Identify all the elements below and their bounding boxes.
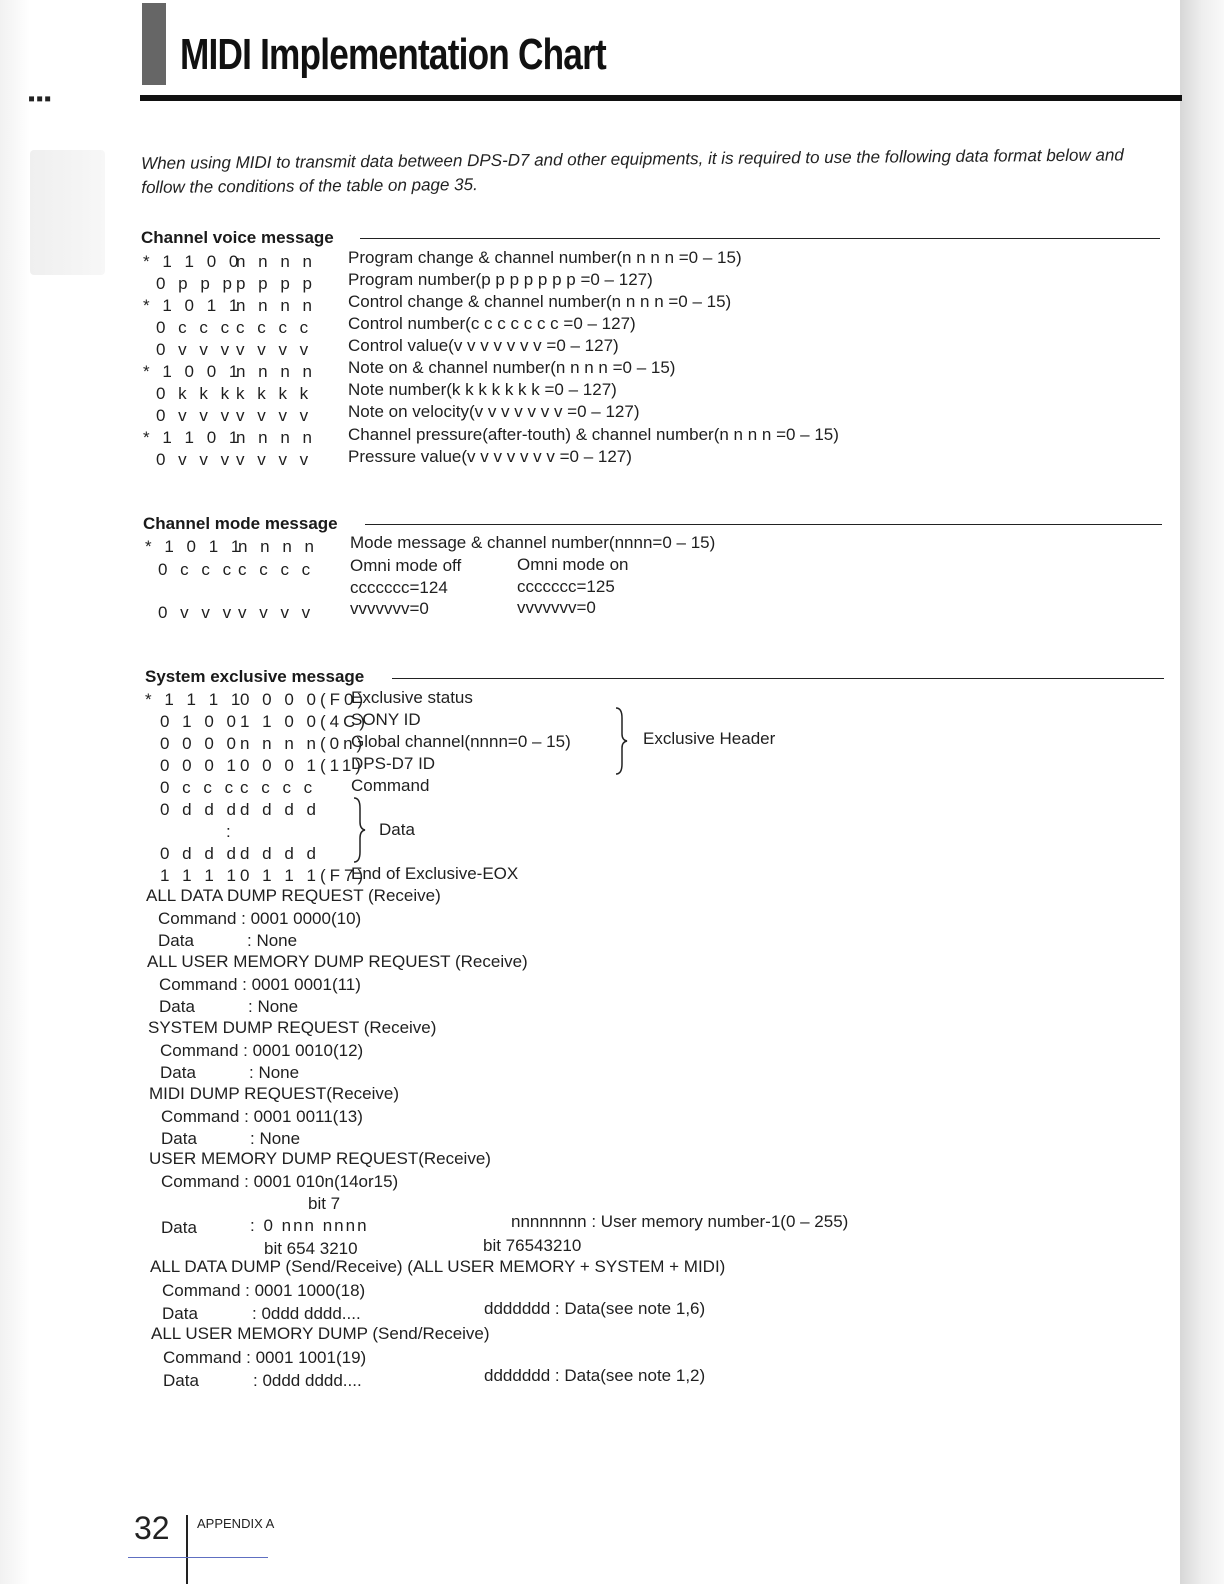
page-number: 32 bbox=[134, 1510, 170, 1546]
request-command: Command : 0001 0010(12) bbox=[160, 1041, 364, 1060]
sysex-row-desc: DPS-D7 ID bbox=[351, 754, 436, 773]
sysex-row-desc: Command bbox=[351, 776, 430, 795]
sysex-row-desc: Exclusive status bbox=[351, 688, 473, 707]
request-data-label: Data bbox=[159, 997, 195, 1016]
request-data-label: Data bbox=[161, 1129, 197, 1148]
voice-row-hi-bits: * 1 0 1 1 bbox=[143, 296, 243, 315]
title-accent-bar bbox=[142, 3, 166, 85]
voice-row-desc: Pressure value(v v v v v v v =0 – 127) bbox=[348, 447, 632, 466]
user-memory-request-command: Command : 0001 010n(14or15) bbox=[161, 1172, 399, 1191]
footer-divider bbox=[186, 1515, 188, 1584]
dump-data-value: : 0ddd dddd.... bbox=[252, 1304, 361, 1323]
data-brace bbox=[350, 796, 370, 864]
sysex-row-lo-bits: 1 1 0 0(4C) bbox=[240, 712, 370, 731]
sysex-row-lo-bits: 0 1 1 1(F7) bbox=[240, 866, 368, 885]
scan-smudge bbox=[30, 150, 105, 275]
channel-mode-row1-hi: * 1 0 1 1 bbox=[145, 537, 245, 556]
channel-mode-heading: Channel mode message bbox=[143, 514, 338, 533]
dump-note: ddddddd : Data(see note 1,6) bbox=[484, 1299, 706, 1318]
footer-rule bbox=[128, 1557, 268, 1558]
request-data-value: : None bbox=[250, 1129, 301, 1148]
channel-mode-row1-desc: Mode message & channel number(nnnn=0 – 15) bbox=[350, 533, 716, 552]
exclusive-header-label: Exclusive Header bbox=[643, 729, 776, 748]
sysex-row-hi-bits: * 1 1 1 1 bbox=[145, 690, 245, 709]
sysex-row-hi-bits: 0 d d d bbox=[160, 800, 240, 819]
sysex-row-desc: SONY ID bbox=[351, 710, 421, 729]
sysex-row-lo-bits: : bbox=[226, 822, 235, 841]
request-data-value: : None bbox=[247, 931, 298, 950]
voice-row-desc: Control change & channel number(n n n n =0 – 15) bbox=[348, 292, 732, 311]
request-data-label: Data bbox=[158, 931, 194, 950]
voice-row-lo-bits: c c c c bbox=[236, 318, 313, 337]
binding-marks: ▪▪▪ bbox=[28, 88, 53, 110]
voice-row-lo-bits: v v v v bbox=[236, 406, 313, 425]
channel-mode-row2-hi: 0 c c c bbox=[158, 560, 236, 579]
dump-command: Command : 0001 1001(19) bbox=[163, 1348, 367, 1367]
page-title: MIDI Implementation Chart bbox=[180, 30, 606, 79]
channel-mode-row3-lo: v v v v bbox=[238, 603, 315, 622]
dump-title: ALL USER MEMORY DUMP (Send/Receive) bbox=[151, 1324, 490, 1343]
channel-mode-row2-lo: c c c c bbox=[238, 560, 315, 579]
footer-section-label: APPENDIX A bbox=[197, 1516, 275, 1531]
omni-off-v-value: vvvvvvv=0 bbox=[350, 599, 429, 618]
intro-paragraph: When using MIDI to transmit data between DPS-D7 and other equipments, it is required to use the following data format below and follow the conditions of the table on page 35. bbox=[141, 145, 1124, 197]
voice-row-lo-bits: n n n n bbox=[236, 362, 316, 381]
request-command: Command : 0001 0011(13) bbox=[161, 1107, 363, 1126]
dump-title: ALL DATA DUMP (Send/Receive) (ALL USER MEMORY + SYSTEM + MIDI) bbox=[150, 1257, 726, 1276]
voice-row-lo-bits: p p p p bbox=[236, 274, 316, 293]
voice-row-hi-bits: 0 v v v bbox=[156, 450, 234, 469]
voice-row-desc: Control number(c c c c c c c =0 – 127) bbox=[348, 314, 636, 333]
request-command: Command : 0001 0000(10) bbox=[158, 909, 362, 928]
voice-row-lo-bits: v v v v bbox=[236, 340, 313, 359]
request-title: ALL DATA DUMP REQUEST (Receive) bbox=[146, 886, 441, 905]
voice-row-desc: Note number(k k k k k k k =0 – 127) bbox=[348, 380, 617, 399]
sysex-row-desc: Global channel(nnnn=0 – 15) bbox=[351, 732, 571, 751]
dump-note: ddddddd : Data(see note 1,2) bbox=[484, 1366, 706, 1385]
request-data-value: : None bbox=[248, 997, 299, 1016]
omni-on-v-value: vvvvvvv=0 bbox=[517, 598, 596, 617]
user-memory-note-bits: bit 76543210 bbox=[483, 1236, 582, 1255]
voice-row-lo-bits: v v v v bbox=[236, 450, 313, 469]
request-data-label: Data bbox=[160, 1063, 196, 1082]
voice-row-desc: Note on velocity(v v v v v v v =0 – 127) bbox=[348, 402, 640, 421]
omni-on-label: Omni mode on bbox=[517, 555, 629, 574]
voice-row-hi-bits: * 1 0 0 1 bbox=[143, 362, 243, 381]
voice-row-hi-bits: * 1 1 0 0 bbox=[143, 252, 243, 271]
user-memory-bit7: bit 7 bbox=[308, 1194, 341, 1213]
data-brace-label: Data bbox=[379, 820, 415, 839]
sysex-row-hi-bits: 0 d d d bbox=[160, 844, 240, 863]
sysex-row-hi-bits: 0 1 0 0 bbox=[160, 712, 240, 731]
dump-data-label: Data bbox=[163, 1371, 199, 1390]
channel-voice-rule bbox=[360, 238, 1160, 239]
voice-row-desc: Note on & channel number(n n n n =0 – 15) bbox=[348, 358, 676, 377]
voice-row-desc: Channel pressure(after-touth) & channel number(n n n n =0 – 15) bbox=[348, 425, 839, 444]
omni-on-c-value: ccccccc=125 bbox=[517, 577, 615, 596]
request-title: ALL USER MEMORY DUMP REQUEST (Receive) bbox=[147, 952, 528, 971]
channel-mode-row1-lo: n n n n bbox=[238, 537, 318, 556]
omni-off-label: Omni mode off bbox=[350, 556, 462, 575]
sysex-row-hi-bits: 0 0 0 0 bbox=[160, 734, 240, 753]
voice-row-lo-bits: k k k k bbox=[236, 384, 313, 403]
request-title: SYSTEM DUMP REQUEST (Receive) bbox=[148, 1018, 437, 1037]
request-title: MIDI DUMP REQUEST(Receive) bbox=[149, 1084, 399, 1103]
request-command: Command : 0001 0001(11) bbox=[159, 975, 361, 994]
scan-margin-right bbox=[1180, 0, 1224, 1584]
sysex-row-lo-bits: 0 0 0 0(F0) bbox=[240, 690, 368, 709]
sysex-heading: System exclusive message bbox=[145, 667, 365, 686]
voice-row-lo-bits: n n n n bbox=[236, 428, 316, 447]
voice-row-lo-bits: n n n n bbox=[236, 252, 316, 271]
sysex-row-hi-bits: 0 c c c bbox=[160, 778, 238, 797]
channel-mode-row3-hi: 0 v v v bbox=[158, 603, 236, 622]
user-memory-data-value: : 0 nnn nnnn bbox=[250, 1216, 369, 1235]
voice-row-desc: Program number(p p p p p p p =0 – 127) bbox=[348, 270, 653, 289]
voice-row-lo-bits: n n n n bbox=[236, 296, 316, 315]
voice-row-hi-bits: 0 c c c bbox=[156, 318, 234, 337]
voice-row-desc: Program change & channel number(n n n n =0 – 15) bbox=[348, 248, 742, 267]
voice-row-hi-bits: 0 v v v bbox=[156, 406, 234, 425]
scan-margin-left bbox=[0, 0, 30, 1584]
voice-row-hi-bits: * 1 1 0 1 bbox=[143, 428, 243, 447]
dump-data-value: : 0ddd dddd.... bbox=[253, 1371, 362, 1390]
voice-row-hi-bits: 0 p p p bbox=[156, 274, 236, 293]
voice-row-desc: Control value(v v v v v v v =0 – 127) bbox=[348, 336, 619, 355]
dump-data-label: Data bbox=[162, 1304, 198, 1323]
dump-command: Command : 0001 1000(18) bbox=[162, 1281, 366, 1300]
user-memory-note: nnnnnnnn : User memory number-1(0 – 255) bbox=[511, 1212, 849, 1231]
sysex-row-hi-bits: 1 1 1 1 bbox=[160, 866, 240, 885]
user-memory-bit-index: bit 654 3210 bbox=[264, 1239, 358, 1258]
voice-row-hi-bits: 0 v v v bbox=[156, 340, 234, 359]
user-memory-data-label: Data bbox=[161, 1218, 197, 1237]
sysex-row-lo-bits: d d d d bbox=[240, 844, 320, 863]
channel-voice-heading: Channel voice message bbox=[141, 228, 334, 247]
title-rule bbox=[140, 95, 1182, 101]
request-data-value: : None bbox=[249, 1063, 300, 1082]
user-memory-request-title: USER MEMORY DUMP REQUEST(Receive) bbox=[149, 1149, 491, 1168]
sysex-row-lo-bits: d d d d bbox=[240, 800, 320, 819]
omni-off-c-value: ccccccc=124 bbox=[350, 578, 448, 597]
sysex-rule bbox=[392, 678, 1164, 679]
sysex-row-lo-bits: 0 0 0 1(11) bbox=[240, 756, 365, 775]
sysex-row-lo-bits: c c c c bbox=[240, 778, 317, 797]
voice-row-hi-bits: 0 k k k bbox=[156, 384, 234, 403]
sysex-row-hi-bits: 0 0 0 1 bbox=[160, 756, 240, 775]
exclusive-header-brace bbox=[612, 706, 632, 776]
sysex-row-lo-bits: n n n n(0n) bbox=[240, 734, 367, 753]
sysex-row-desc: End of Exclusive-EOX bbox=[351, 864, 519, 883]
channel-mode-rule bbox=[365, 524, 1162, 525]
